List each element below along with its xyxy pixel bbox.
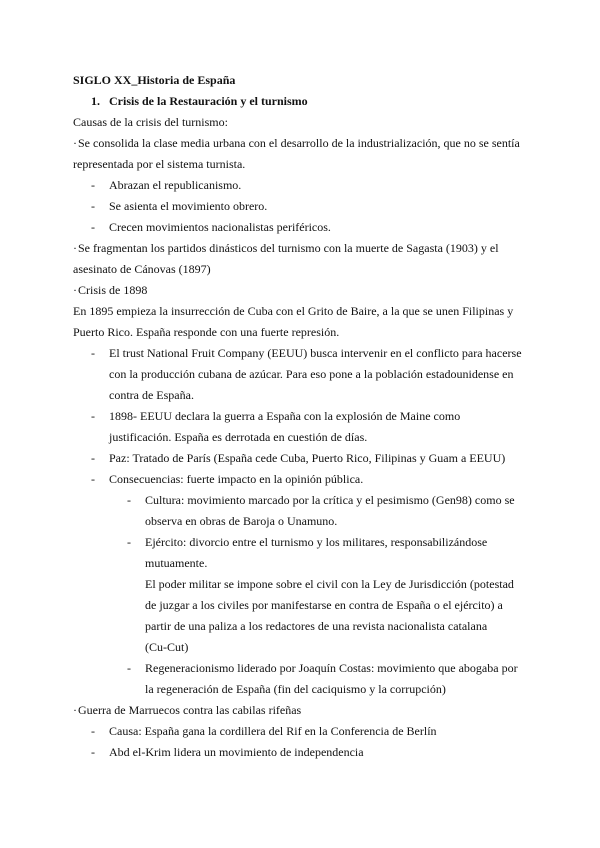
crisis-1898-label: Crisis de 1898	[78, 283, 148, 297]
bullet-marker: ·	[73, 241, 77, 255]
dash-marker: -	[91, 472, 95, 486]
document-title: SIGLO XX_Historia de España	[73, 73, 236, 87]
dash-marker: -	[91, 724, 95, 738]
sublist-regeneracionismo-line1: Regeneracionismo liderado por Joaquín Costas: movimiento que abogaba por	[145, 661, 518, 675]
dash-marker: -	[127, 661, 131, 675]
sublist-ejercito-line2: mutuamente.	[145, 556, 208, 570]
list-item-trust-line1: El trust National Fruit Company (EEUU) busca intervenir en el conflicto para hacerse	[109, 346, 522, 360]
sublist-cultura-line1: Cultura: movimiento marcado por la crítica y el pesimismo (Gen98) como se	[145, 493, 515, 507]
bullet-marker: ·	[73, 283, 77, 297]
paragraph-partidos-line2: asesinato de Cánovas (1897)	[73, 262, 211, 276]
sublist-ejercito-line1: Ejército: divorcio entre el turnismo y los militares, responsabilizándose	[145, 535, 488, 549]
bullet-marker: ·	[73, 136, 77, 150]
dash-marker: -	[91, 199, 95, 213]
paragraph-cuba-line1: En 1895 empieza la insurrección de Cuba con el Grito de Baire, a la que se unen Filipinas y	[73, 304, 514, 318]
list-item-paz: Paz: Tratado de París (España cede Cuba, Puerto Rico, Filipinas y Guam a EEUU)	[109, 451, 506, 465]
dash-marker: -	[91, 745, 95, 759]
dash-marker: -	[91, 178, 95, 192]
sublist-ejercito-line4: de juzgar a los civiles por manifestarse en contra de España o el ejército) a	[145, 598, 503, 612]
sublist-cultura-line2: observa en obras de Baroja o Unamuno.	[145, 514, 338, 528]
list-item-consecuencias: Consecuencias: fuerte impacto en la opinión pública.	[109, 472, 364, 486]
paragraph-middle-class-line1: Se consolida la clase media urbana con el desarrollo de la industrialización, que no se sentía	[78, 136, 520, 150]
list-item-trust-line3: contra de España.	[109, 388, 194, 402]
list-item-movimiento-obrero: Se asienta el movimiento obrero.	[109, 199, 268, 213]
list-item-trust-line2: con la producción cubana de azúcar. Para eso pone a la población estadounidense en	[109, 367, 514, 381]
causes-label: Causas de la crisis del turnismo:	[73, 115, 228, 129]
dash-marker: -	[91, 346, 95, 360]
bullet-marker: ·	[73, 703, 77, 717]
list-item-republicanismo: Abrazan el republicanismo.	[109, 178, 242, 192]
section-heading: Crisis de la Restauración y el turnismo	[109, 94, 308, 108]
sublist-ejercito-line6: (Cu-Cut)	[145, 640, 189, 654]
marruecos-label: Guerra de Marruecos contra las cabilas rifeñas	[78, 703, 302, 717]
paragraph-partidos-line1: Se fragmentan los partidos dinásticos del turnismo con la muerte de Sagasta (1903) y el	[78, 241, 499, 255]
list-item-guerra-line2: justificación. España es derrotada en cuestión de días.	[109, 430, 368, 444]
sublist-regeneracionismo-line2: la regeneración de España (fin del caciquismo y la corrupción)	[145, 682, 446, 696]
dash-marker: -	[91, 451, 95, 465]
dash-marker: -	[91, 409, 95, 423]
section-heading-number: 1.	[91, 94, 100, 108]
list-item-nacionalistas: Crecen movimientos nacionalistas periféricos.	[109, 220, 331, 234]
sublist-ejercito-line3: El poder militar se impone sobre el civil con la Ley de Jurisdicción (potestad	[145, 577, 514, 591]
sublist-ejercito-line5: partir de una paliza a los redactores de una revista nacionalista catalana	[145, 619, 488, 633]
dash-marker: -	[91, 220, 95, 234]
paragraph-middle-class-line2: representada por el sistema turnista.	[73, 157, 246, 171]
dash-marker: -	[127, 493, 131, 507]
list-item-abd-el-krim: Abd el-Krim lidera un movimiento de independencia	[109, 745, 364, 759]
dash-marker: -	[127, 535, 131, 549]
paragraph-cuba-line2: Puerto Rico. España responde con una fuerte represión.	[73, 325, 340, 339]
list-item-causa: Causa: España gana la cordillera del Rif en la Conferencia de Berlín	[109, 724, 437, 738]
list-item-guerra-line1: 1898- EEUU declara la guerra a España con la explosión de Maine como	[109, 409, 461, 423]
